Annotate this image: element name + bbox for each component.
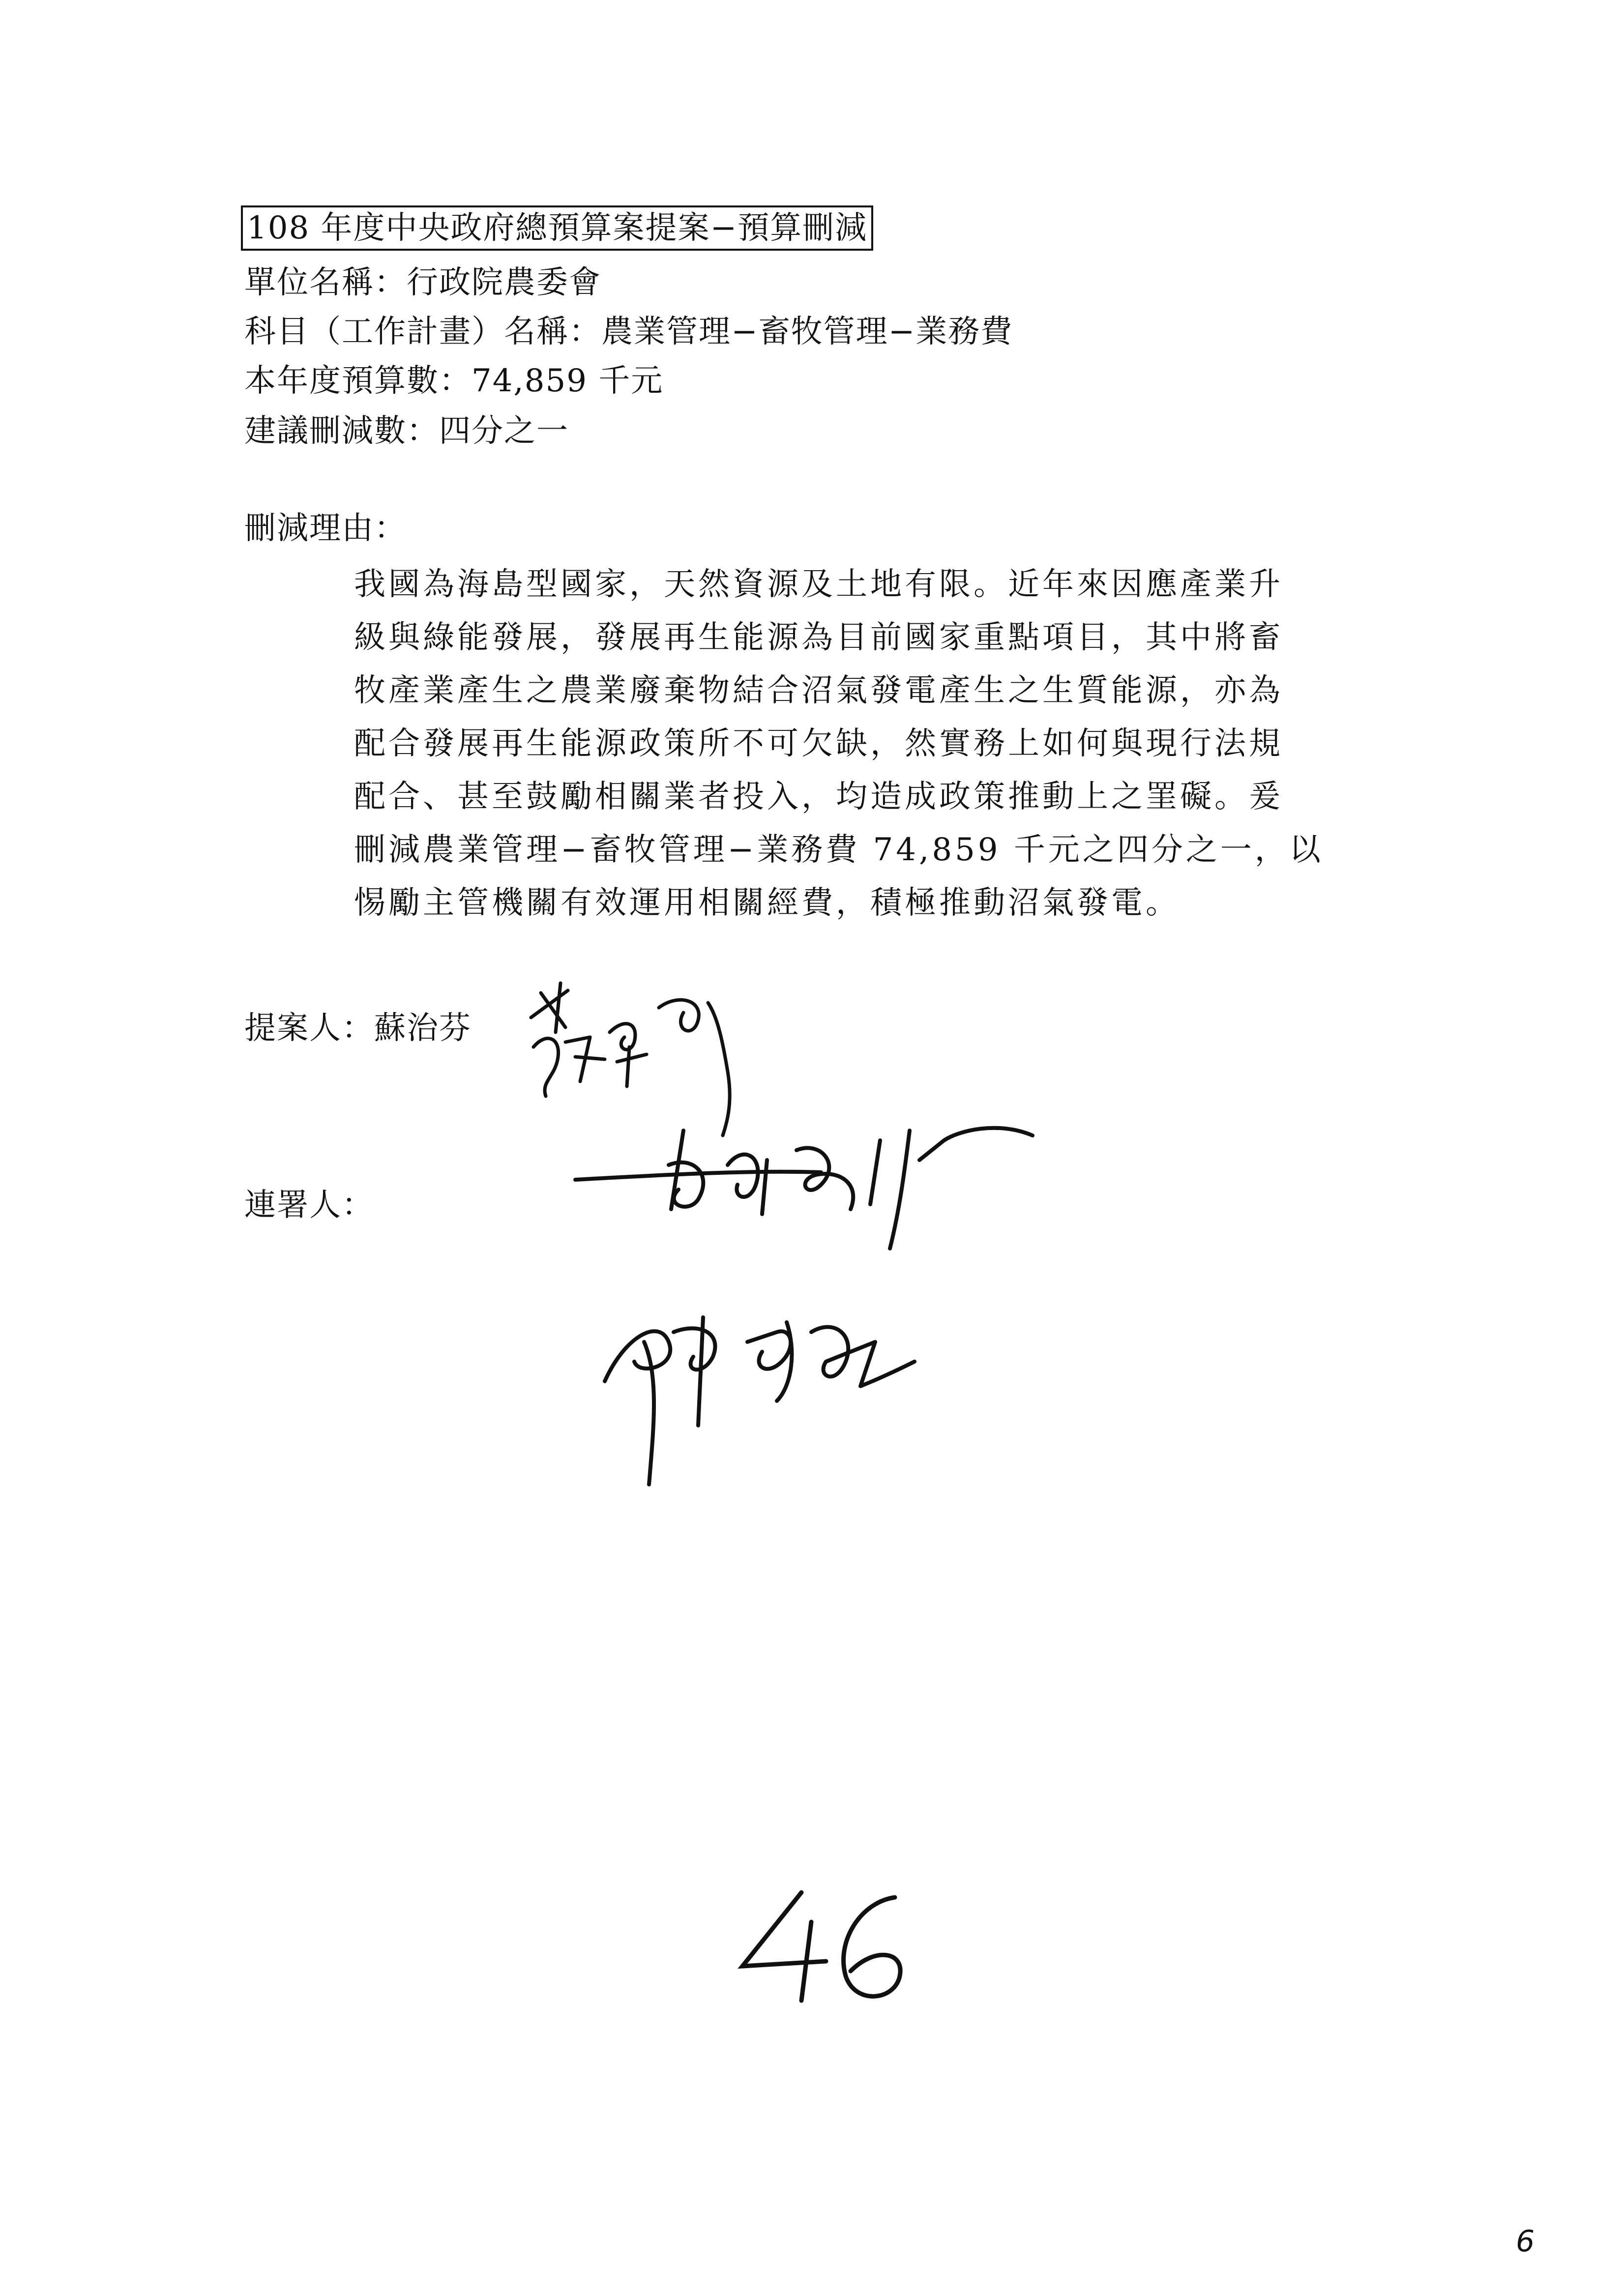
unit-name: 單位名稱：行政院農委會 (244, 264, 601, 301)
reason-line: 配合、甚至鼓勵相關業者投入，均造成政策推動上之罣礙。爰 (354, 779, 1283, 815)
reason-heading: 刪減理由： (244, 510, 407, 547)
cosigner-label: 連署人： (244, 1187, 374, 1223)
proposer-label: 提案人：蘇治芬 (244, 1010, 472, 1046)
handwritten-number (728, 1883, 934, 2010)
page-number: 6 (1516, 2224, 1535, 2259)
reason-line: 我國為海島型國家，天然資源及土地有限。近年來因應產業升 (354, 566, 1283, 603)
reason-line: 級與綠能發展，發展再生能源為目前國家重點項目，其中將畜 (354, 619, 1283, 656)
reason-paragraph (354, 558, 1377, 930)
reason-line: 刪減農業管理−畜牧管理−業務費 74,859 千元之四分之一，以 (354, 832, 1324, 868)
reason-line: 配合發展再生能源政策所不可欠缺，然實務上如何與現行法規 (354, 726, 1283, 762)
reason-line: 惕勵主管機關有效運用相關經費，積極推動沼氣發電。 (354, 885, 1180, 921)
suggested-cut: 建議刪減數：四分之一 (244, 413, 569, 449)
cosigner-signature-1 (565, 1101, 1155, 1298)
budget-amount: 本年度預算數：74,859 千元 (244, 363, 664, 399)
reason-line: 牧產業產生之農業廢棄物結合沼氣發電產生之生質能源，亦為 (354, 672, 1283, 709)
cosigner-signature-2 (580, 1278, 1023, 1504)
subject-name: 科目（工作計畫）名稱：農業管理−畜牧管理−業務費 (244, 314, 1013, 350)
document-title: 108 年度中央政府總預算案提案−預算刪減 (241, 205, 873, 251)
